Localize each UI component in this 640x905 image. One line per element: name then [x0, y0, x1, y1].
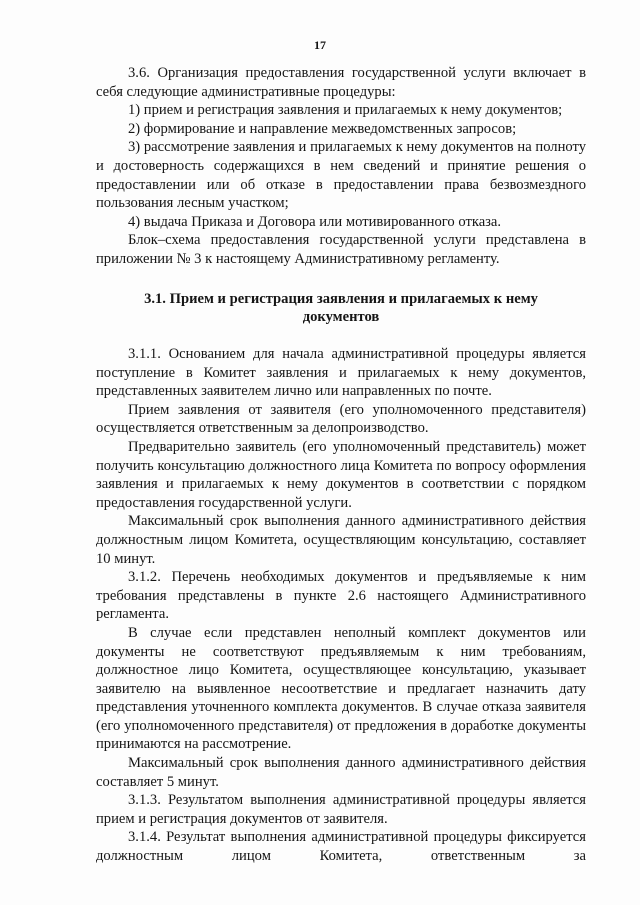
paragraph-3-1-1: 3.1.1. Основанием для начала административной процедуры является поступление в Комитет заявления и прилагаемых к нему документов, представленных заявителем лично или направленных по почте.: [96, 346, 586, 400]
paragraph-max-time-2: Максимальный срок выполнения данного административного действия составляет 5 минут.: [96, 755, 586, 790]
procedure-item-3: 3) рассмотрение заявления и прилагаемых к нему документов на полноту и достоверность содержащихся в нем сведений и принятие решения о предоставлении или об отказе в предоставлении права безвозмездного пользования лесным участком;: [96, 139, 586, 212]
section-3-1-body: [96, 345, 586, 866]
procedure-item-2: 2) формирование и направление межведомственных запросов;: [128, 120, 517, 137]
paragraph-3-1-3: 3.1.3. Результатом выполнения административной процедуры является прием и регистрация документов от заявителя.: [96, 792, 586, 827]
procedure-item-4: 4) выдача Приказа и Договора или мотивированного отказа.: [128, 213, 502, 230]
paragraph-block-scheme: Блок–схема предоставления государственной услуги представлена в приложении № 3 к настоящему Административному регламенту.: [96, 232, 586, 267]
paragraph-3-1-2: 3.1.2. Перечень необходимых документов и предъявляемые к ним требования представлены в пункте 2.6 настоящего Административного регламента.: [96, 569, 586, 623]
paragraph-3-1-4: 3.1.4. Результат выполнения административной процедуры фиксируется должностным лицом Комитета, ответственным за: [96, 829, 586, 865]
paragraph-incomplete-docs: В случае если представлен неполный комплект документов или документы не соответствуют предъявляемым к ним требованиям, должностное лицо Комитета, осуществляющее консультацию, указывает заявителю на выявленное несоответствие и предлагает назначить дату представления уточненного комплекта документов. В случае отказа заявителя (его уполномоченного представителя) от предложения в доработке документы принимаются на рассмотрение.: [96, 624, 586, 753]
paragraph-max-time-1: Максимальный срок выполнения данного административного действия должностным лицом Комитета, осуществляющим консультацию, составляет 10 минут.: [96, 513, 586, 567]
paragraph-consultation: Предварительно заявитель (его уполномоченный представитель) может получить консультацию должностного лица Комитета по вопросу оформления заявления и прилагаемых к нему документов в соответствии с порядком предоставления государственной услуги.: [96, 438, 586, 511]
page-number: 17: [314, 38, 326, 52]
section-heading-line-2: документов: [302, 309, 380, 325]
section-heading-line-1: 3.1. Прием и регистрация заявления и прилагаемых к нему: [144, 291, 538, 307]
paragraph-3-6-intro: 3.6. Организация предоставления государственной услуги включает в себя следующие административные процедуры:: [96, 65, 586, 100]
procedure-item-1: 1) прием и регистрация заявления и прилагаемых к нему документов;: [128, 102, 563, 119]
section-3-6: [96, 64, 586, 269]
paragraph-reception: Прием заявления от заявителя (его уполномоченного представителя) осуществляется ответственным за делопроизводство.: [96, 401, 586, 437]
